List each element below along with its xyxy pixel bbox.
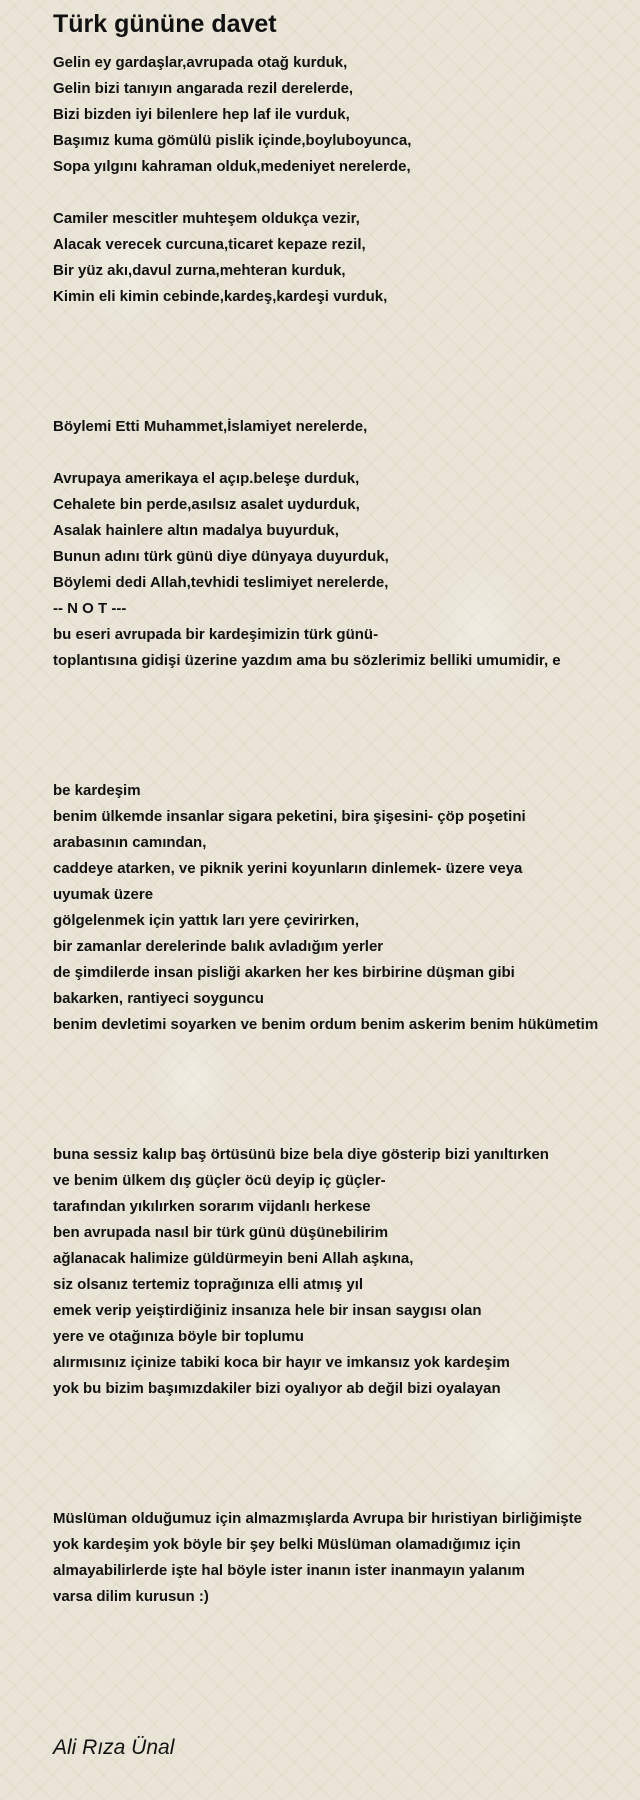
poem-line: varsa dilim kurusun :) (53, 1588, 209, 1605)
poem-line: ve benim ülkem dış güçler öcü deyip iç güçler- (53, 1172, 386, 1189)
poem-line: Bunun adını türk günü diye dünyaya duyurduk, (53, 548, 389, 565)
poem-line: arabasının camından, (53, 834, 207, 851)
poem-blank-line (53, 752, 640, 778)
poem-line: yok bu bizim başımızdakiler bizi oyalıyor ab değil bizi oyalayan (53, 1380, 501, 1397)
poem-blank-line (53, 1428, 640, 1454)
poem-line: ağlanacak halimize güldürmeyin beni Allah aşkına, (53, 1250, 414, 1267)
poem-blank-line (53, 726, 640, 752)
poem-blank-line (53, 362, 640, 388)
poem-line: yok kardeşim yok böyle bir şey belki Müslüman olamadığımız için (53, 1536, 521, 1553)
poem-line: emek verip yeiştirdiğiniz insanıza hele bir insan saygısı olan (53, 1302, 482, 1319)
poem-line: Sopa yılgını kahraman olduk,medeniyet nerelerde, (53, 158, 411, 175)
poem-blank-line (53, 1402, 640, 1428)
poem-blank-line (53, 1480, 640, 1506)
poem-line: Cehalete bin perde,asılsız asalet uydurduk, (53, 496, 360, 513)
poem-blank-line (53, 336, 640, 362)
poem-blank-line (53, 180, 640, 206)
poem-blank-line (53, 310, 640, 336)
poem-line: Bizi bizden iyi bilenlere hep laf ile vurduk, (53, 106, 350, 123)
poem-blank-line (53, 440, 640, 466)
poem-blank-line (53, 1116, 640, 1142)
poem-line: Avrupaya amerikaya el açıp.beleşe durduk, (53, 470, 360, 487)
poem-blank-line (53, 1038, 640, 1064)
poem-blank-line (53, 1454, 640, 1480)
poem-line: uyumak üzere (53, 886, 154, 903)
poem-line: caddeye atarken, ve piknik yerini koyunların dinlemek- üzere veya (53, 860, 523, 877)
poem-line: alırmısınız içinize tabiki koca bir hayır ve imkansız yok kardeşim (53, 1354, 510, 1371)
poem-blank-line (53, 388, 640, 414)
poem-blank-line (53, 674, 640, 700)
poem-line: Gelin ey gardaşlar,avrupada otağ kurduk, (53, 54, 348, 71)
poem-body (53, 50, 640, 1610)
poem-line: Bir yüz akı,davul zurna,mehteran kurduk, (53, 262, 346, 279)
poem-line: Böylemi Etti Muhammet,İslamiyet nerelerde, (53, 418, 368, 435)
poem-blank-line (53, 1090, 640, 1116)
poem-line: benim ülkemde insanlar sigara peketini, bira şişesini- çöp poşetini (53, 808, 526, 825)
poem-line: -- N O T --- (53, 600, 127, 617)
poem-line: Böylemi dedi Allah,tevhidi teslimiyet nerelerde, (53, 574, 389, 591)
poem-line: Camiler mescitler muhteşem oldukça vezir, (53, 210, 360, 227)
poem-line: yere ve otağınıza böyle bir toplumu (53, 1328, 304, 1345)
poem-line: almayabilirlerde işte hal böyle ister inanın ister inanmayın yalanım (53, 1562, 525, 1579)
poem-line: gölgelenmek için yattık ları yere çevirirken, (53, 912, 359, 929)
poem-line: Kimin eli kimin cebinde,kardeş,kardeşi vurduk, (53, 288, 388, 305)
poem-line: Gelin bizi tanıyın angarada rezil derelerde, (53, 80, 354, 97)
poem-line: tarafından yıkılırken sorarım vijdanlı herkese (53, 1198, 371, 1215)
poem-blank-line (53, 1064, 640, 1090)
poem-line: de şimdilerde insan pisliği akarken her kes birbirine düşman gibi (53, 964, 515, 981)
author-name: Ali Rıza Ünal (53, 1736, 175, 1759)
poem-line: Alacak verecek curcuna,ticaret kepaze rezil, (53, 236, 366, 253)
poem-line: ben avrupada nasıl bir türk günü düşünebilirim (53, 1224, 389, 1241)
poem-line: benim devletimi soyarken ve benim ordum benim askerim benim hükümetim (53, 1016, 599, 1033)
poem-line: bir zamanlar derelerinde balık avladığım yerler (53, 938, 384, 955)
poem-blank-line (53, 700, 640, 726)
poem-line: bakarken, rantiyeci soyguncu (53, 990, 264, 1007)
poem-line: be kardeşim (53, 782, 141, 799)
poem-line: bu eseri avrupada bir kardeşimizin türk günü- (53, 626, 379, 643)
poem-title: Türk gününe davet (53, 10, 277, 38)
poem-line: buna sessiz kalıp baş örtüsünü bize bela diye gösterip bizi yanıltırken (53, 1146, 549, 1163)
poem-line: Müslüman olduğumuz için almazmışlarda Avrupa bir hıristiyan birliğimişte (53, 1510, 582, 1527)
poem-line: Başımız kuma gömülü pislik içinde,boyluboyunca, (53, 132, 412, 149)
poem-line: Asalak hainlere altın madalya buyurduk, (53, 522, 339, 539)
poem-line: siz olsanız tertemiz toprağınıza elli atmış yıl (53, 1276, 364, 1293)
poem-line: toplantısına gidişi üzerine yazdım ama bu sözlerimiz belliki umumidir, e (53, 652, 561, 669)
